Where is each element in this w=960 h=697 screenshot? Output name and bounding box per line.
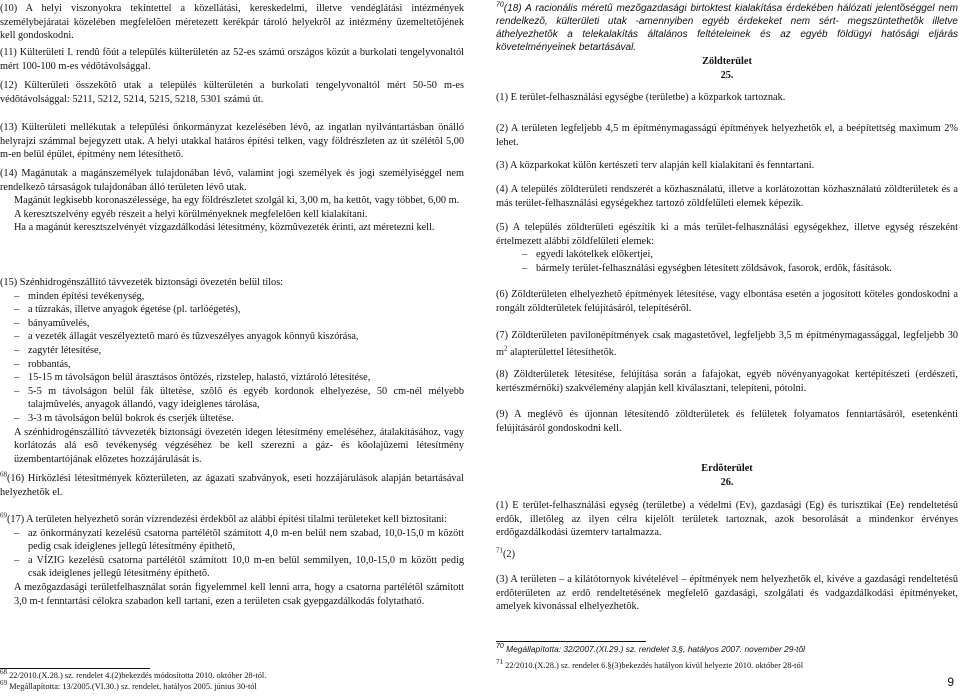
paragraph-16-text: (16) Hírközlési létesítmények közterületen, az ágazati szabványok, eseti hozzájárulások alapján betartásával helyezhetõk el. xyxy=(0,473,464,498)
zold-paragraph-4: (4) A település zöldterületi rendszerét a közhasználatú, illetve a korlátozottan közhasználatú zöldterületek és a más terület-felhasználási egységekhez tartozó zöldfelületi elemek képezik. xyxy=(496,184,958,209)
paragraph-17 xyxy=(0,513,464,608)
footnote-69: $^{69}$ Megállapította: 13/2005.(VI.30.) sz. rendelet, hatályos 2005. június 30-tól xyxy=(0,678,257,691)
section-heading-zoldterulet: Zöldterület xyxy=(702,56,752,67)
paragraph-15-intro: (15) Szénhidrogénszállító távvezeték biztonsági övezetén belül tilos: xyxy=(0,277,284,288)
footnote-68: $^{68}$ 22/2010.(X.28.) sz. rendelet 4.(2)bekezdés módosította 2010. október 28-tól. xyxy=(0,668,267,680)
list-item: – a VÍZIG kezelésû csatorna partélétõl számított 10,0 m-en belül semmilyen, 10,0-15,0 m között pedig csak ideiglenes jellegû létesítmény építhetõ. xyxy=(0,554,464,581)
list-item: – minden építési tevékenység, xyxy=(0,290,464,304)
list-item: – bányamûvelés, xyxy=(0,317,464,331)
paragraph-14-cross-section: A keresztszelvény egyéb részeit a helyi körülményeknek megfelelõen kell kialakítani. xyxy=(14,208,368,220)
footnote-ref-70[interactable]: 70 xyxy=(496,1,504,9)
list-item: – egyedi lakótelkek elõkertjei, xyxy=(496,248,958,262)
section-heading-erdoterulet: Erdõterület xyxy=(701,463,753,474)
erdo-paragraph-3: (3) A területen – a kilátótornyok kivételével – építmények nem helyezhetõk el, kivéve a gazdasági rendeltetésû erdõterületen az erdõ rendeltetésének megfelelõ gazdasági, szolgálati és vadgazdálkodási építményeket, amelyek kivonással elhelyezhetõk. xyxy=(496,574,958,613)
paragraph-17-tail: A mezõgazdasági területfelhasználat során figyelemmel kell lenni arra, hogy a csatorna partélétõl számított 3,0 m-t fenntartási célokra szabadon kell tartani, ezen a területen csak gyepgazdálkodás folytatható. xyxy=(14,581,464,607)
paragraph-14-utility: Ha a magánút keresztszelvényét vízgazdálkodási létesítmény, közmûvezeték érinti, azt méretezni kell. xyxy=(14,222,435,234)
footnote-ref-68[interactable]: 68 xyxy=(0,470,7,479)
paragraph-14-width: Magánút legkisebb koronaszélessége, ha egy földrészletet szolgál ki, 3,00 m, ha kettõt, vagy többet, 6,00 m. xyxy=(14,195,460,207)
paragraph-11: (11) Külterületi I. rendû fõút a település külterületén az 52-es számú országos közút a burkolati tengelyvonaltól mért 100-100 m-es védõtávolsággal. xyxy=(0,47,464,72)
erdo-paragraph-2: $^{71}$(2) xyxy=(496,546,516,560)
paragraph-14-intro: (14) Magánutak a magánszemélyek tulajdonában lévõ, valamint jogi személyek és jogi személyiséggel nem rendelkezõ társaságok tulajdonában álló területen lévõ utak. xyxy=(0,168,464,193)
zold-paragraph-3: (3) A közparkokat külön kertészeti terv alapján kell kialakítani és fenntartani. xyxy=(496,160,815,171)
zold-paragraph-6: (6) Zöldterületen elhelyezhetõ építmények létesítése, vagy elbontása esetén a jogosított köteles gondoskodni a rongált zöldterületek felújításáról, telepítésérõl. xyxy=(496,289,958,314)
erdo-paragraph-1: (1) E terület-felhasználási egység (területbe) a védelmi (Ev), gazdasági (Eg) és turisztikai (Ee) rendeltetésû erdõk, illetõleg az ilyen célra kijelölt területek tartoznak, azok besorolását a mindenkor érvényes erdõgazdálkodási üzemterv tartalmazza. xyxy=(496,500,958,539)
zold-paragraph-7: (7) Zöldterületen pavilonépítmények csak magastetõvel, legfeljebb 3,5 m építménymagassággal, legfeljebb 30 $m^2$ alapterülettel létesíthetõk. xyxy=(496,330,958,358)
paragraph-10: (10) A helyi viszonyokra tekintettel a közellátási, kereskedelmi, illetve vendéglátási intézmények személybejáratai közelében megfelelõen méretezett kerékpár tároló helyekrõl az intézmény üzemeltetõjének kell gondoskodni. xyxy=(0,3,464,42)
list-item: – a vezeték állagát veszélyeztetõ maró és tûzveszélyes anyagok könnyû kiszórása, xyxy=(0,330,464,344)
paragraph-15 xyxy=(0,276,464,466)
paragraph-12: (12) Külterületi összekötõ utak a település külterületén a burkolati tengelyvonaltól mért 50-50 m-es védõtávolsággal: 5211, 5212, 5214, 5215, 5218, 5301 számú út. xyxy=(0,80,464,105)
zold-paragraph-8: (8) Zöldterületek létesítése, felújítása során a fafajokat, egyéb növényanyagokat kertépítészeti (erdészeti, kertészmérnöki) szakvélemény alapján kell kiválasztani, telepíteni, pótolni. xyxy=(496,369,958,394)
paragraph-13: (13) Külterületi mellékutak a települési önkormányzat kezelésében lévõ, az ingatlan nyilvántartásban önálló helyrajzi számmal bejegyzett utak. A helyi utakkal határos építési telken, vagy földrészleten az út szélétõl 5,00 m-en belül épület, építmény nem létesíthetõ. xyxy=(0,122,464,161)
list-item: – 5-5 m távolságon belül fák ültetése, szõlõ és egyéb kordonok elhelyezése, 50 cm-nél mélyebb talajmûvelés, anyagok állandó, vagy ideiglenes tárolása, xyxy=(0,385,464,412)
page-number: 9 xyxy=(947,675,954,689)
footnotes-right xyxy=(496,644,958,671)
zold-paragraph-2: (2) A területen legfeljebb 4,5 m építménymagasságú építmények helyezhetõk el, a beépítettség maximum 2% lehet. xyxy=(496,123,958,148)
zold-paragraph-5 xyxy=(496,221,958,275)
footnote-ref-69[interactable]: 69 xyxy=(0,511,7,520)
footnote-71: $^{71}$ 22/2010.(X.28.) sz. rendelet 6.§(3)bekezdés hatályon kívül helyezte 2010. október 28-tól xyxy=(496,657,804,670)
zold-paragraph-9: (9) A meglévõ és újonnan létesítendõ zöldterületek és felületek folyamatos fenntartásáról, esetenkénti felújításáról gondoskodni kell. xyxy=(496,409,958,434)
footnote-ref-71[interactable]: 71 xyxy=(496,546,503,555)
list-item: – az önkormányzati kezelésû csatorna partélétõl számított 4,0 m-en belül nem szabad, 10,0-15,0 m között pedig csak ideiglenes jellegû létesítmény építhetõ, xyxy=(0,527,464,554)
list-item: – 3-3 m távolságon belül bokrok és cserjék ültetése. xyxy=(0,412,464,426)
list-item: – 15-15 m távolságon belül árasztásos öntözés, rizstelep, halastó, víztároló létesítése, xyxy=(0,371,464,385)
section-number-26: 26. xyxy=(720,477,734,488)
paragraph-16 xyxy=(0,472,464,499)
list-item: – zagytér létesítése, xyxy=(0,344,464,358)
list-item: – robbantás, xyxy=(0,358,464,372)
paragraph-17-intro: (17) A területen helyezhetõ során vízrendezési érdekbõl az alábbi építési tilalmi területeket kell biztosítani: xyxy=(7,514,448,525)
paragraph-15-tail: A szénhidrogénszállító távvezeték biztonsági övezetén idegen létesítmény emeléséhez, átalakításához, vagy korlátozás alá esõ tevékenység végzéséhez be kell szerezni a gáz- és kõolajüzemi létesítmény üzembentartójának elõzetes hozzájárulását is. xyxy=(14,426,464,465)
footnote-70: $^{70}$ Megállapította: 32/2007.(XI.29.) sz. rendelet 3.§, hatályos 2007. november 29-tõl xyxy=(496,643,806,654)
footnotes-left xyxy=(0,668,464,692)
paragraph-14 xyxy=(0,167,464,235)
footnote-divider xyxy=(0,668,150,669)
zold-paragraph-5-intro: (5) A település zöldterületi egészítik ki a más terület-felhasználási egységekhez, illetve egység részeként értelmezett alábbi zöldfelületi elemek: xyxy=(496,222,958,247)
list-item: – bármely terület-felhasználási egységben létesített zöldsávok, fasorok, erdõk, fásítások. xyxy=(496,262,958,276)
list-item: – a tûzrakás, illetve anyagok égetése (pl. tarlóégetés), xyxy=(0,303,464,317)
section-number-25: 25. xyxy=(720,70,734,81)
footnote-divider xyxy=(496,641,646,642)
paragraph-18: $^{70}$(18) A racionális méretû mezõgazdasági birtoktest kialakítása érdekében hálózati jelentõséggel nem rendelkezõ, külterületi utak -amennyiben egyéb érdekeket nem sért- megszüntethetõk illetve áthelyezhetõk a telekalakítás általános feltételeinek és az egyéb földügyi hatósági eljárás követelményeinek betartásával. xyxy=(496,1,958,53)
zold-paragraph-1: (1) E terület-felhasználási egységbe (területbe) a közparkok tartoznak. xyxy=(496,92,786,103)
